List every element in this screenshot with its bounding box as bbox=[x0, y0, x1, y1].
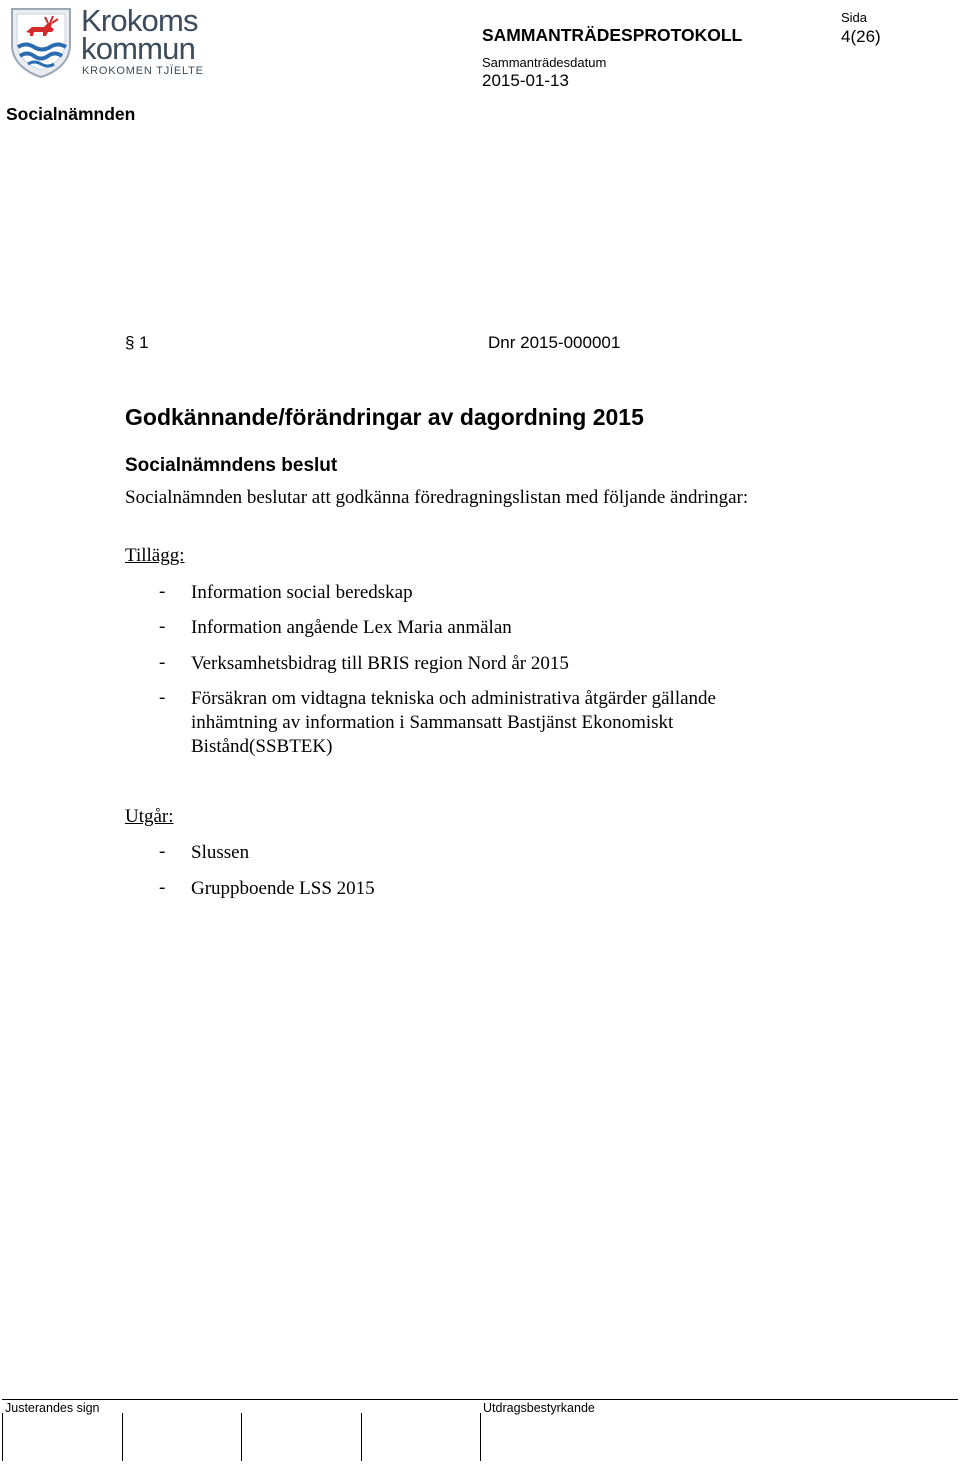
list-dash: - bbox=[159, 687, 166, 708]
list-dash: - bbox=[159, 652, 166, 673]
removals-label: Utgår: bbox=[125, 806, 174, 827]
krokoms-kommun-logo bbox=[8, 5, 208, 80]
page-label: Sida bbox=[841, 10, 868, 25]
decision-text: Socialnämnden beslutar att godkänna föredragningslistan med följande ändringar: bbox=[125, 487, 749, 508]
document-type: SAMMANTRÄDESPROTOKOLL bbox=[482, 25, 743, 45]
certification-label: Utdragsbestyrkande bbox=[483, 1401, 595, 1415]
section-title: Godkännande/förändringar av dagordning 2015 bbox=[125, 404, 644, 430]
signature-box-divider bbox=[241, 1413, 242, 1461]
signature-box-divider bbox=[2, 1413, 3, 1461]
list-item: Gruppboende LSS 2015 bbox=[191, 878, 375, 899]
list-item: Information angående Lex Maria anmälan bbox=[191, 617, 512, 638]
list-item: Verksamhetsbidrag till BRIS region Nord år 2015 bbox=[191, 653, 569, 674]
list-item: Information social beredskap bbox=[191, 582, 413, 603]
decision-heading: Socialnämndens beslut bbox=[125, 455, 338, 476]
logo-name-line1: Krokoms bbox=[81, 3, 198, 38]
diary-number: Dnr 2015-000001 bbox=[488, 333, 621, 352]
list-dash: - bbox=[159, 616, 166, 637]
list-dash: - bbox=[159, 841, 166, 862]
page-number: 4(26) bbox=[841, 27, 881, 46]
list-dash: - bbox=[159, 581, 166, 602]
list-dash: - bbox=[159, 877, 166, 898]
sign-label: Justerandes sign bbox=[5, 1401, 100, 1415]
signature-footer bbox=[0, 1399, 960, 1464]
meeting-date: 2015-01-13 bbox=[482, 71, 569, 90]
organization-name: Socialnämnden bbox=[6, 104, 136, 124]
paragraph-number: § 1 bbox=[125, 333, 149, 352]
footer-divider bbox=[2, 1399, 958, 1400]
signature-box-divider bbox=[480, 1413, 481, 1461]
list-item: Försäkran om vidtagna tekniska och administrativa åtgärder gällande inhämtning av information i Sammansatt Bastjänst Ekonomiskt Bistånd(SSBTEK) bbox=[191, 688, 716, 757]
logo-name-line2: kommun bbox=[81, 31, 196, 66]
logo-subtitle: KROKOMEN TJÏELTE bbox=[82, 65, 204, 77]
signature-box-divider bbox=[361, 1413, 362, 1461]
additions-label: Tillägg: bbox=[125, 545, 185, 566]
list-item: Slussen bbox=[191, 842, 250, 863]
coat-of-arms-icon bbox=[8, 5, 74, 79]
meeting-date-label: Sammanträdesdatum bbox=[482, 55, 607, 70]
signature-box-divider bbox=[122, 1413, 123, 1461]
